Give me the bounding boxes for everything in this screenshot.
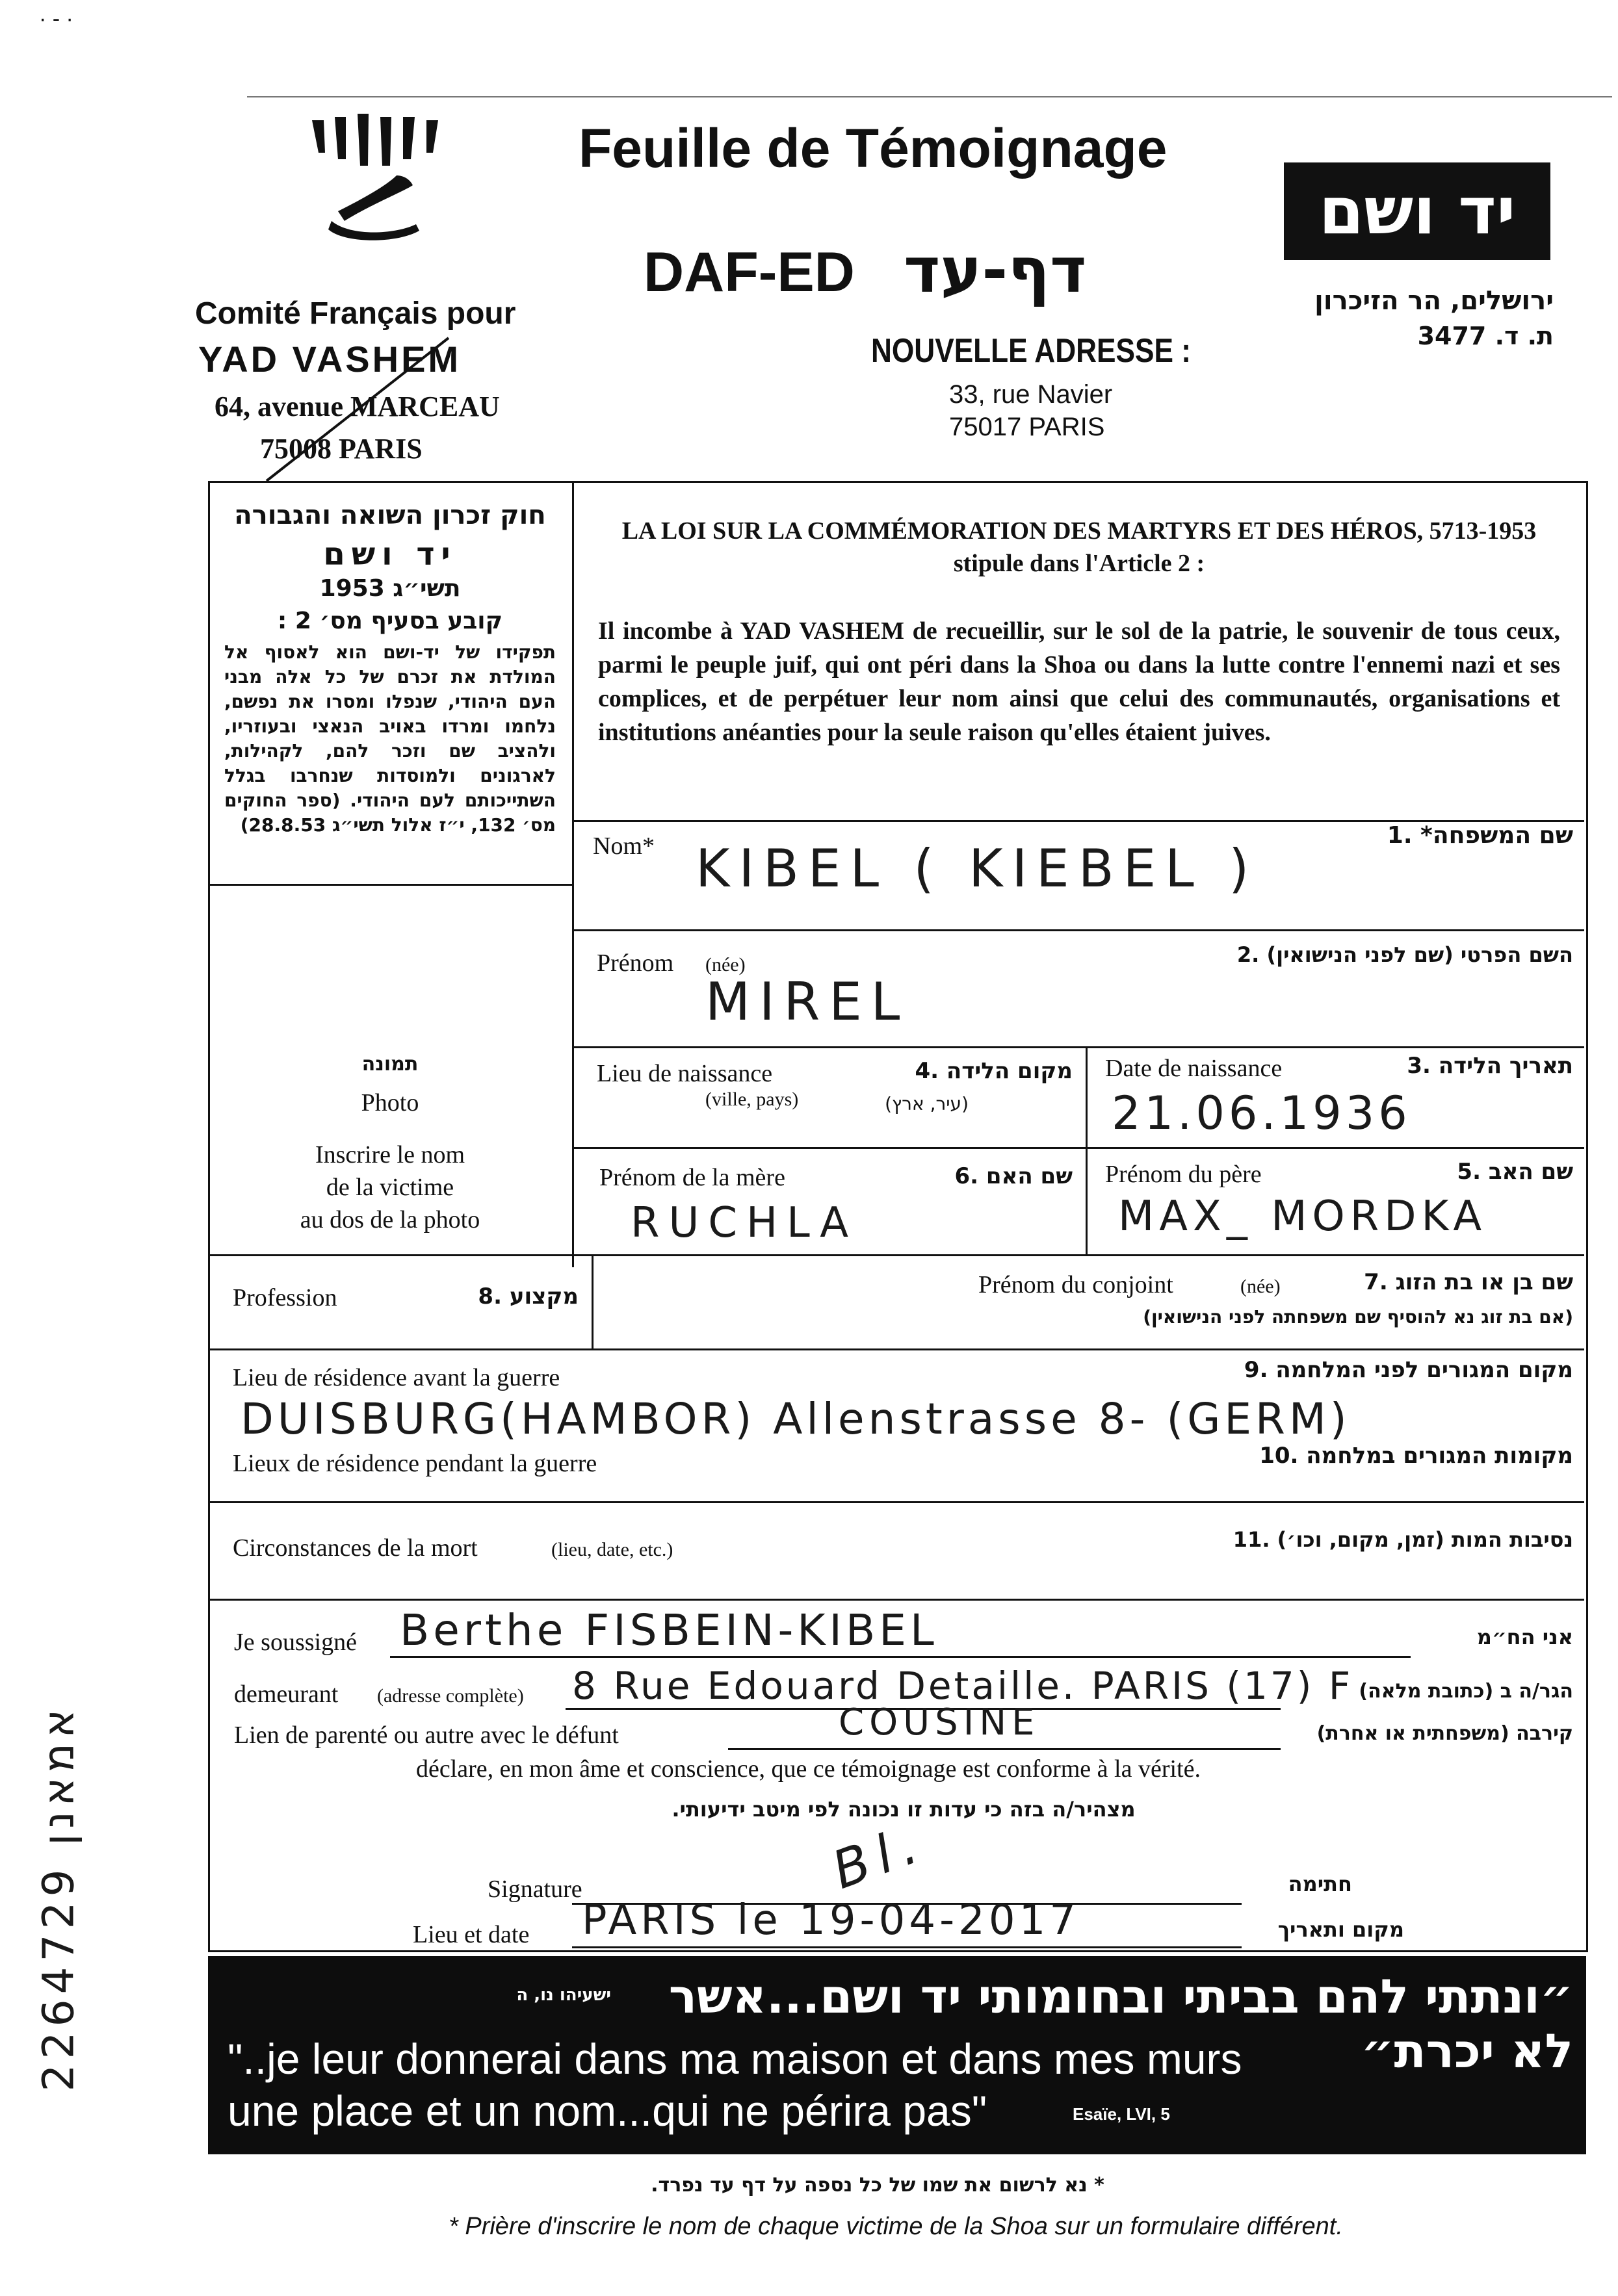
photo-label: Photo [361, 1089, 419, 1116]
conjoint-label: Prénom du conjoint [978, 1271, 1173, 1298]
banner-fr-line2: une place et un nom...qui ne périra pas" [228, 2087, 987, 2135]
residence-pendant-heb: מקומות המגורים במלחמה .10 [1259, 1443, 1573, 1469]
mere-label: Prénom de la mère [599, 1164, 785, 1191]
profession-heb: מקצוע .8 [478, 1283, 579, 1309]
lien-heb: קירבה (משפחתית או אחרת) [1316, 1722, 1573, 1745]
quote-banner [208, 1956, 1586, 2154]
new-address-label: NOUVELLE ADRESSE : [871, 332, 1191, 370]
daf-ed-latin: DAF-ED [644, 241, 855, 303]
divider [592, 1254, 594, 1348]
org-name: YAD VASHEM [198, 339, 462, 380]
date-naissance-label: Date de naissance [1105, 1055, 1283, 1082]
profession-label: Profession [233, 1284, 337, 1311]
mere-heb: שם האם .6 [954, 1163, 1073, 1189]
photo-instr-1: Inscrire le nom [315, 1141, 465, 1168]
pere-label: Prénom du père [1105, 1161, 1262, 1188]
residence-pendant-label: Lieux de résidence pendant la guerre [233, 1450, 597, 1477]
date-naissance-value[interactable]: 21.06.1936 [1112, 1087, 1411, 1140]
law-fr-title: LA LOI SUR LA COMMÉMORATION DES MARTYRS ET DES HÉROS, 5713-1953 [621, 517, 1537, 545]
nom-heb: שם המשפחה* .1 [1387, 822, 1573, 849]
pere-heb: שם האב .5 [1457, 1159, 1573, 1185]
photo-instr-3: au dos de la photo [300, 1206, 480, 1233]
photo-heb: תמונה [361, 1053, 419, 1076]
committee-label: Comité Français pour [195, 296, 516, 331]
new-address-line1: 33, rue Navier [949, 380, 1113, 409]
old-address-line2: 75008 PARIS [260, 433, 423, 465]
signature-label: Signature [488, 1876, 582, 1903]
yv-hebrew-logo-box [1284, 162, 1550, 260]
declare-text: déclare, en mon âme et conscience, que ce témoignage est conforme à la vérité. [416, 1755, 1201, 1783]
lien-label: Lien de parenté ou autre avec le défunt [234, 1722, 619, 1749]
banner-heb-quote: ״ונתתי להם בביתי ובחומותי יד ושם...אשר לא יכרת״ [668, 1969, 1573, 2078]
photo-instr-2: de la victime [326, 1174, 454, 1201]
footer-fr-note: * Prière d'inscrire le nom de chaque victime de la Shoa sur un formulaire différent. [449, 2213, 1343, 2240]
demeurant-value[interactable]: 8 Rue Edouard Detaille. PARIS (17) F [572, 1664, 1353, 1708]
law-heb-title: חוק זכרון השואה והגבורה [234, 500, 546, 530]
divider [1086, 1046, 1088, 1254]
divider [572, 1046, 1584, 1048]
divider [572, 1147, 1584, 1149]
divider [208, 1501, 1584, 1503]
soussigne-line [390, 1656, 1411, 1658]
residence-avant-value[interactable]: DUISBURG(HAMBOR) Allenstrasse 8- (GERM) [241, 1394, 1351, 1444]
nom-value[interactable]: KIBEL ( KIEBEL ) [696, 838, 1259, 899]
banner-heb-ref: ישעיהו נו, ה [516, 1985, 611, 2005]
lien-line [728, 1748, 1281, 1750]
circonstances-note: (lieu, date, etc.) [551, 1539, 673, 1560]
lieu-date-heb: מקום ותאריך [1277, 1917, 1404, 1942]
conjoint-note: (née) [1240, 1276, 1281, 1297]
soussigne-heb: אני הח״מ [1476, 1625, 1573, 1649]
divider [572, 929, 1584, 931]
law-heb-clause: קובע בסעיף מס׳ 2 : [277, 608, 503, 634]
circonstances-label: Circonstances de la mort [233, 1534, 478, 1562]
old-address-line1: 64, avenue MARCEAU [215, 391, 500, 422]
page-title: Feuille de Témoignage [579, 118, 1168, 179]
law-fr-body: Il incombe à YAD VASHEM de recueillir, sur le sol de la patrie, le souvenir de tous ceux, parmi le peuple juif, qui ont péri dans la Shoa ou dans la lutte contre l'ennemi nazi et ses complices, et de perpétuer leur nom ainsi que celui des communautés, organisations et institutions anéanties pour la seule raison qu'elles étaient juives. [598, 617, 1560, 746]
demeurant-note: (adresse complète) [377, 1685, 524, 1707]
yad-vashem-logo-icon [306, 114, 442, 244]
prenom-note: (née) [705, 954, 746, 975]
circonstances-heb: נסיבות המות (זמן, מקום, וכו׳) .11 [1233, 1527, 1573, 1552]
lieu-date-line [572, 1946, 1242, 1948]
demeurant-heb: הגר/ה ב (כתובת מלאה) [1359, 1680, 1573, 1703]
signature-heb: חתימה [1288, 1872, 1352, 1896]
jerusalem-address: ירושלים, הר הזיכרון [1314, 286, 1554, 316]
divider [208, 1599, 1584, 1601]
date-naissance-heb: תאריך הלידה .3 [1407, 1053, 1573, 1079]
scan-top-rule [247, 96, 1612, 97]
scan-mark: · - · [39, 6, 73, 31]
conjoint-heb-note: (אם בת זוג נא להוסיף שם משפחתה לפני הנישואין) [1143, 1306, 1573, 1328]
divider [208, 1254, 1584, 1256]
declare-heb: מצהיר/ה בזה כי עדות זו נכונה לפי מיטב ידיעותי. [672, 1797, 1136, 1822]
prenom-value[interactable]: MIREL [705, 972, 909, 1032]
law-heb-year: תשי״ג 1953 [319, 575, 461, 602]
soussigne-value[interactable]: Berthe FISBEIN-KIBEL [400, 1605, 938, 1655]
conjoint-heb: שם בן או בת הזוג .7 [1364, 1269, 1573, 1295]
residence-avant-heb: מקום המגורים לפני המלחמה .9 [1244, 1357, 1573, 1383]
law-heb-name: יד ושם [323, 536, 457, 573]
yv-hebrew-logo: יד ושם [1318, 173, 1516, 249]
banner-fr-line1: "..je leur donnerai dans ma maison et dans mes murs [228, 2035, 1242, 2083]
mere-value[interactable]: RUCHLA [631, 1199, 858, 1247]
new-address-line2: 75017 PARIS [949, 413, 1105, 441]
residence-avant-label: Lieu de résidence avant la guerre [233, 1364, 560, 1391]
prenom-heb: השם הפרטי (שם לפני הנישואין) .2 [1236, 942, 1573, 967]
lieu-date-label: Lieu et date [413, 1921, 530, 1948]
address-strike [260, 331, 455, 487]
lieu-date-value[interactable]: PARIS le 19-04-2017 [582, 1896, 1080, 1944]
side-handwriting: אמאנן 2264729 [33, 1704, 84, 2092]
lieu-naissance-heb: מקום הלידה .4 [915, 1058, 1073, 1084]
divider [208, 1348, 1584, 1350]
signature-value[interactable]: Bl. [824, 1812, 934, 1901]
divider [208, 884, 574, 886]
pere-value[interactable]: MAX_ MORDKA [1118, 1193, 1487, 1241]
footer-heb-note: * נא לרשום את שמו של כל נספה על דף עד נפרד. [651, 2174, 1104, 2197]
po-box: ת. ד. 3477 [1417, 322, 1554, 350]
nom-label: Nom* [593, 832, 655, 860]
law-heb-body: תפקידו של יד-ושם הוא לאסוף אל המולדת את זכרם של כל אלה מבני העם היהודי, שנפלו ומסרו את נפשם, נלחמו ומרדו באויב הנאצי ובעוזריו, ולהציב שם וזכר להם, לקהילות, לארגונים ולמוסדות שנחרבו בגלל השתייכותם לעם היהודי. (ספר החוקים מס׳ 132, י״ז אלול תשי״ג 28.8.53) [224, 641, 556, 836]
daf-ed-hebrew: דף-עד [904, 234, 1087, 307]
lieu-naissance-label: Lieu de naissance [597, 1060, 773, 1087]
demeurant-label: demeurant [234, 1681, 339, 1708]
law-fr-subtitle: stipule dans l'Article 2 : [953, 550, 1205, 577]
lieu-naissance-heb-note: (עיר, ארץ) [885, 1093, 969, 1115]
soussigne-label: Je soussigné [234, 1629, 357, 1656]
lien-value[interactable]: COUSINE [839, 1701, 1040, 1744]
prenom-label: Prénom [597, 949, 674, 977]
lieu-naissance-note: (ville, pays) [705, 1089, 799, 1110]
banner-fr-ref: Esaïe, LVI, 5 [1073, 2104, 1170, 2124]
divider [572, 481, 574, 1267]
